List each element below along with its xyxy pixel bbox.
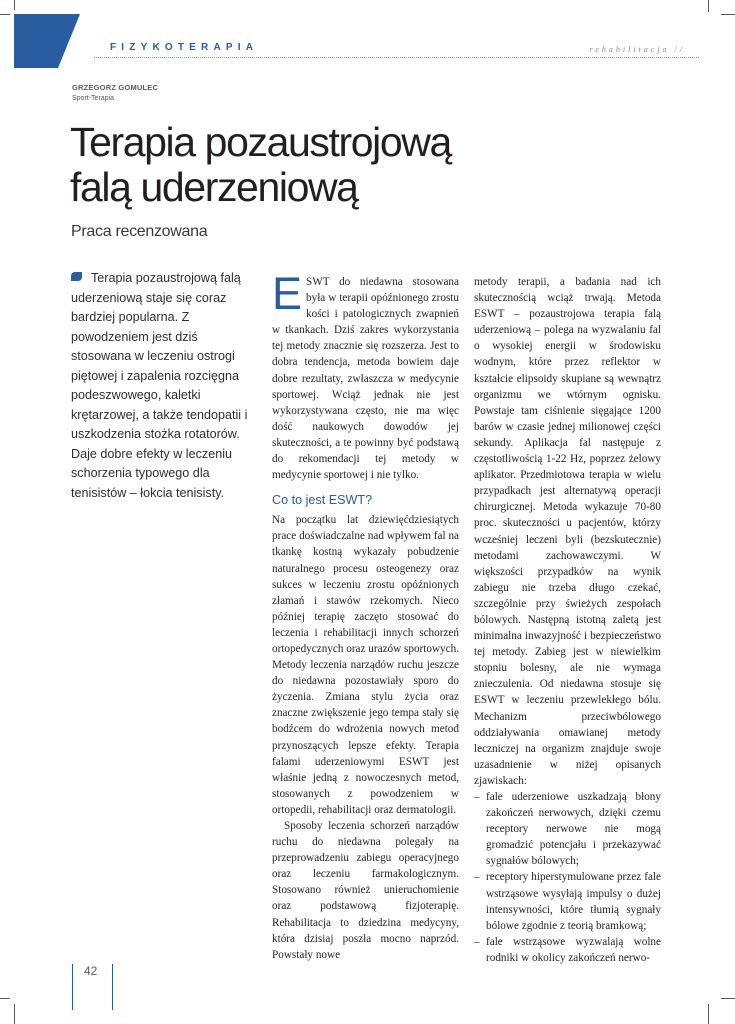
article-column-1 bbox=[272, 268, 460, 963]
crop-mark bbox=[708, 1004, 709, 1024]
crop-mark bbox=[14, 1004, 15, 1024]
lead-text: Terapia pozaustrojową falą uderzeniową staje się coraz bardziej popularna. Z powodzeniem jest dziś stosowana w leczeniu ostrogi piętowej i zapalenia rozcięgna podeszwowego, kaletki krętarzowej, a także tendopatii i uszkodzenia stożka rotatorów. Daje dobre efekty w leczeniu schorzenia typowego dla tenisistów – łokcia tenisisty. bbox=[71, 271, 248, 501]
crop-mark bbox=[0, 998, 10, 999]
section-tab-shape bbox=[14, 14, 80, 68]
lead-bullet-icon bbox=[71, 272, 82, 281]
title-line-1: Terapia pozaustrojową bbox=[70, 119, 451, 165]
article-title bbox=[70, 120, 490, 210]
section-heading: Co to jest ESWT? bbox=[272, 493, 373, 508]
lead-paragraph bbox=[71, 269, 256, 504]
rubric-label: rehabilitacja // bbox=[589, 45, 685, 54]
mechanism-list bbox=[474, 789, 661, 966]
title-line-2: falą uderzeniową bbox=[70, 164, 358, 210]
article-subtitle: Praca recenzowana bbox=[71, 223, 208, 240]
footer-rule-right bbox=[112, 964, 113, 1010]
intro-paragraph: SWT do niedawna stosowana była w terapii opóźnionego zrostu kości i patologicznych zwapnień w tkankach. Dziś zakres wykorzystania tej metody znacznie się rozszerza. Jest to dobra tendencja, metoda bowiem daje dobre rezultaty, zwłaszcza w medycynie sportowej. Wciąż jednak nie jest wykorzystywana często, nie ma więc dość naukowych dowodów jej skuteczności, a te powinny być podstawą do rekomendacji tej metody w medycynie sportowej i nie tylko. bbox=[272, 276, 459, 482]
footer-rule-left bbox=[72, 964, 73, 1010]
list-item: – fale wstrząsowe wyzwalają wolne rodniki w okolicy zakończeń nerwo- bbox=[474, 935, 661, 964]
body-paragraph: Na początku lat dziewięćdziesiątych prace doświadczalne nad wpływem fal na tkankę kostną wykazały pobudzenie naturalnego procesu osteogenezy oraz sukces w leczeniu zrostu opóźnionych złamań i stawów rzekomych. Nieco później terapię zaczęto stosować do leczenia i rehabilitacji innych schorzeń ortopedycznych oraz urazów sportowych. Metody leczenia narządów ruchu jeszcze do niedawna pozostawiały sporo do życzenia. Zmiana stylu życia oraz znaczne zwiększenie jego tempa stały się bodźcem do wdrożenia nowych metod przynoszących lepsze efekty. Terapia falami uderzeniowymi ESWT jest właśnie jedną z nowoczesnych metod, stosowanych z powodzeniem w ortopedii, rehabilitacji oraz dermatologii. bbox=[272, 514, 460, 816]
author-organization: Sport-Terapia bbox=[72, 95, 115, 102]
drop-cap: E bbox=[272, 268, 303, 319]
crop-mark bbox=[14, 0, 15, 10]
crop-mark bbox=[721, 998, 735, 999]
header-rule bbox=[94, 57, 699, 58]
crop-mark bbox=[708, 0, 709, 12]
body-paragraph: Sposoby leczenia schorzeń narządów ruchu do niedawna polegały na przeprowadzeniu zabiegu operacyjnego oraz leczeniu farmakologicznym. Stosowano również unieruchomienie oraz podstawową fizjoterapię. Rehabilitacja to dziedzina medycyny, która dzisiaj poszła mocno naprzód. Powstały nowe bbox=[272, 820, 459, 961]
section-label: FIZYKOTERAPIA bbox=[110, 42, 259, 53]
crop-mark bbox=[721, 14, 735, 15]
crop-mark bbox=[0, 14, 10, 15]
author-name: GRZEGORZ GOMULEC bbox=[72, 83, 159, 92]
list-item: – receptory hiperstymulowane przez fale wstrząsowe wysyłają impulsy o dużej intensywności, które tłumią sygnały bólowe zgodnie z teorią bramkową; bbox=[474, 871, 661, 932]
article-column-2 bbox=[474, 274, 661, 966]
page-number: 42 bbox=[84, 964, 98, 978]
list-item: – fale uderzeniowe uszkadzają błony zakończeń nerwowych, dzięki czemu receptory nerwowe nie mogą gromadzić potencjału i przekazywać sygnałów bólowych; bbox=[474, 791, 661, 868]
body-paragraph: metody terapii, a badania nad ich skutecznością wciąż trwają. Metoda ESWT – pozaustrojowa terapia falą uderzeniową – polega na wyzwalaniu fal o wysokiej energii w środowisku wodnym, które przez reflektor w kształcie elipsoidy skupiane są wewnątrz organizmu we wtórnym ognisku. Powstaje tam ciśnienie sięgające 1200 barów w czasie jednej milionowej części sekundy. Aplikacja fal następuje z częstotliwością 1-22 Hz, poprzez żelowy aplikator. Przedmiotowa terapia w wielu przypadkach jest alternatywą operacji chirurgicznej. Metoda wykazuje 70-80 proc. skuteczności u pacjentów, którzy wcześniej leczeni byli (bezskutecznie) metodami zachowawczymi. W większości przypadków na wynik zabiegu nie trzeba długo czekać, szczególnie przy świeżych zespołach bólowych. Następną istotną zaletą jest minimalna inwazyjność i bezpieczeństwo tej metody. Zabieg jest w niewielkim stopniu bolesny, ale nie wymaga znieczulenia. Od niedawna stosuje się ESWT w leczeniu przewlekłego bólu. Mechanizm przeciwbólowego oddziaływania omawianej metody leczniczej na organizm znajduje swoje uzasadnienie w niżej opisanych zjawiskach: bbox=[474, 276, 661, 787]
